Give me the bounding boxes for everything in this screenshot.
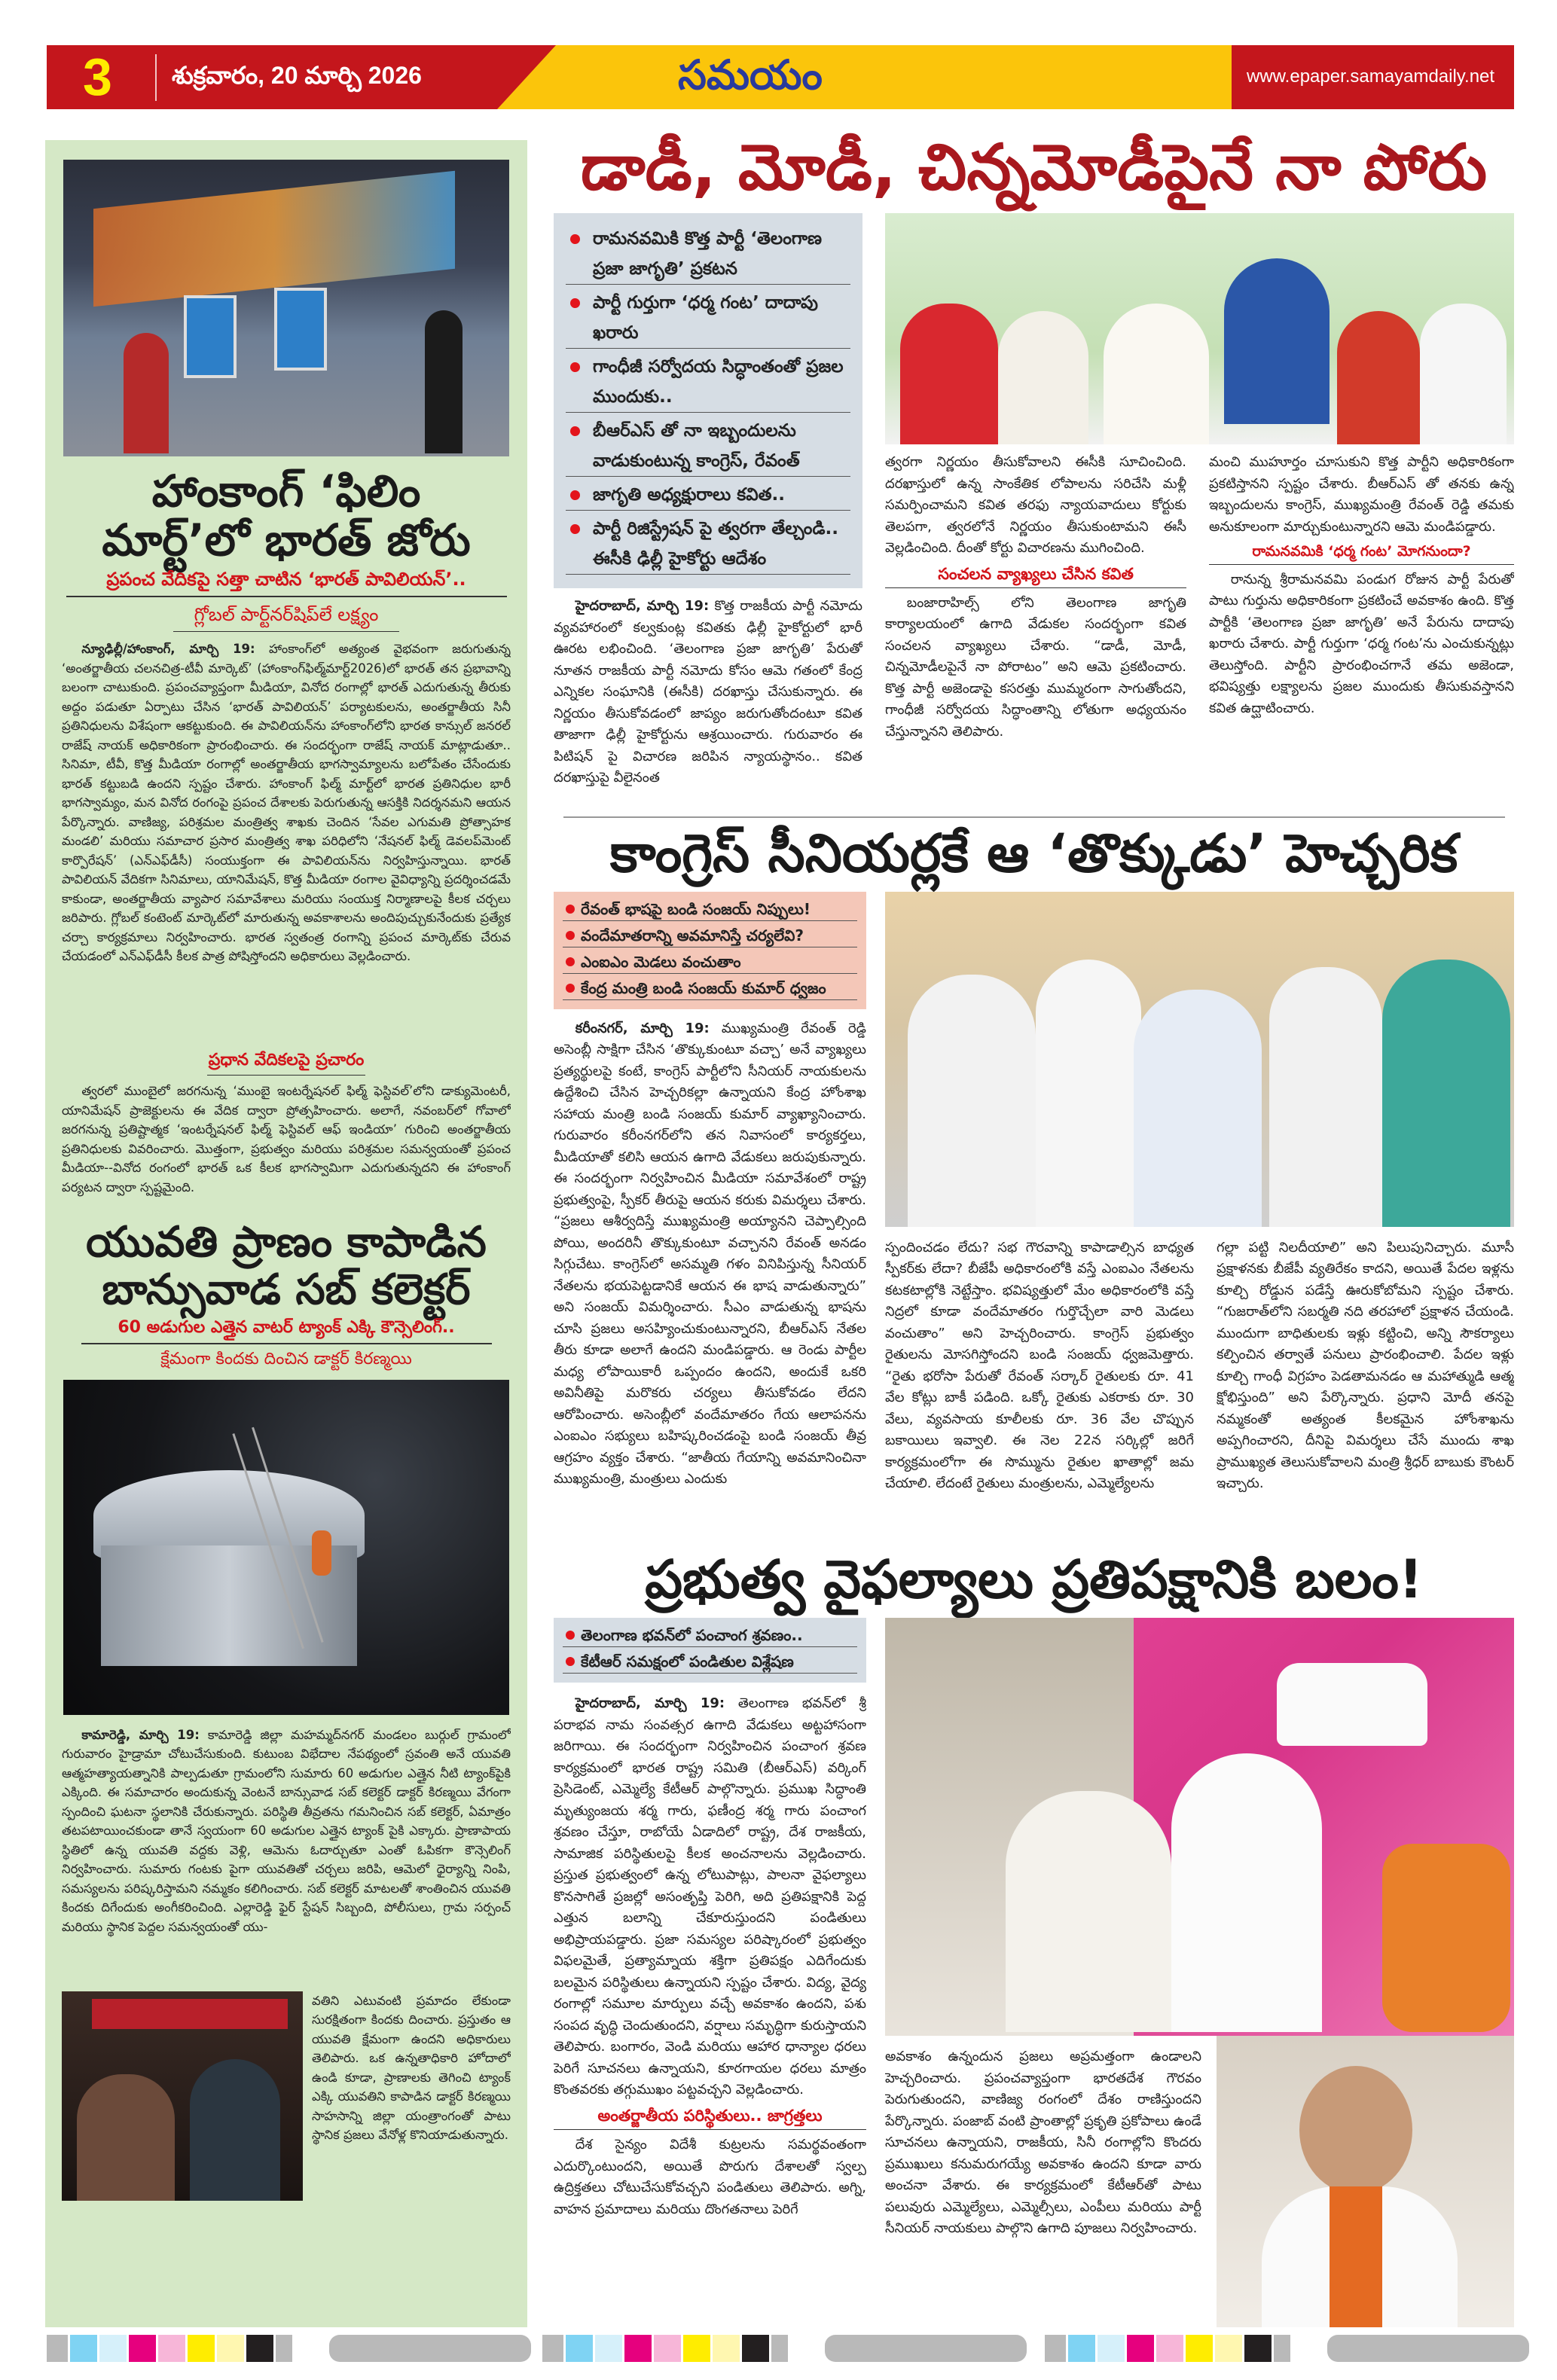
highlight-item: తెలంగాణ భవన్‌లో పంచాంగ శ్రవణం..	[563, 1624, 857, 1647]
photo-kavitha-ugadi-event	[885, 213, 1514, 444]
banswada-subhead: 60 అడుగుల ఎత్తైన వాటర్ ట్యాంక్ ఎక్కి కౌన్సెలింగ్..	[118, 1317, 455, 1337]
congress-article-col3	[1217, 1237, 1514, 1539]
kavitha-article-col1	[554, 596, 862, 810]
header-masthead-band	[497, 45, 1232, 109]
highlight-item: కేంద్ర మంత్రి బండి సంజయ్ కుమార్ ధ్వజం	[563, 977, 857, 1000]
photo-bandi-sanjay-ugadi	[885, 892, 1514, 1227]
color-swatch	[566, 2335, 593, 2362]
paragraph: వతిని ఎటువంటి ప్రమాదం లేకుండా సురక్షితంగా కిందకు దించారు. ప్రస్తుతం ఆ యువతి క్షేమంగా ఉందని అధికారులు తెలిపారు. ఒక ఉన్నతాధికారి హోదాలో ఉండి కూడా, ప్రాణాలకు తెగించి ట్యాంక్ ఎక్కి యువతిని కాపాడిన డాక్టర్ కిరణ్మయి సాహసాన్ని జిల్లా యంత్రాంగంతో పాటు స్థానిక ప్రజలు వేనోళ్ల కొనియాడుతున్నారు.	[312, 1993, 511, 2142]
photo-india-pavilion	[63, 160, 509, 456]
highlight-item: గాంధీజీ సర్వోదయ సిద్ధాంతంతో ప్రజల ముందుకు..	[566, 352, 850, 413]
dateline: కరీంనగర్, మార్చి 19:	[575, 1020, 710, 1036]
section-heading: సంచలన వ్యాఖ్యలు చేసిన కవిత	[885, 564, 1186, 588]
highlight-item: పార్టీ రిజిస్ట్రేషన్ పై త్వరగా తేల్చండి.. ఈసీకి ఢిల్లీ హైకోర్టు ఆదేశం	[566, 514, 850, 575]
highlight-item: బీఆర్ఎస్ తో నా ఇబ్బందులను వాడుకుంటున్న కాంగ్రెస్, రేవంత్	[566, 416, 850, 477]
hongkong-subhead-2: గ్లోబల్ పార్ట్‌నర్‌షిప్‌లే లక్ష్యం	[194, 603, 379, 625]
page-number: 3	[83, 47, 112, 106]
paragraph: త్వరగా నిర్ణయం తీసుకోవాలని ఈసీకి సూచించింది. దరఖాస్తులో ఉన్న సాంకేతిక లోపాలను సరిచేసి మళ్లీ సమర్పించామని కవిత తరఫు న్యాయవాదులు కోర్టుకు తెలపగా, త్వరలోనే నిర్ణయం తీసుకుంటామని ఈసీ వెల్లడించింది. దీంతో కోర్టు విచారణను ముగించింది.	[885, 454, 1186, 557]
highlight-item: కేటీఆర్ సమక్షంలో పండితుల విశ్లేషణ	[563, 1650, 857, 1674]
main-stories-area	[554, 132, 1514, 2327]
hongkong-headline-line2: మార్ట్’లో భారత్ జోరు	[102, 514, 471, 566]
print-gray-bar	[825, 2335, 1027, 2362]
paragraph: అవకాశం ఉన్నందున ప్రజలు అప్రమత్తంగా ఉండాలని హెచ్చరించారు. ప్రపంచవ్యాప్తంగా భారతదేశ గౌరవం పెరుగుతుందని, వాణిజ్య రంగంలో దేశం రాణిస్తుందని పేర్కొన్నారు. పంజాబ్ వంటి ప్రాంతాల్లో ప్రకృతి ప్రకోపాలు ఉండే సూచనలు ఉన్నాయని, రాజకీయ, సినీ రంగాల్లోని కొందరు ప్రముఖులు కనుమరుగయ్యే అవకాశం ఉందని కూడా వారు అంచనా వేశారు. ఈ కార్యక్రమంలో కేటీఆర్‌తో పాటు పలువురు ఎమ్మెల్యేలు, ఎమ్మెల్సీలు, ఎంపీలు మరియు పార్టీ సీనియర్ నాయకులు పాల్గొని ఉగాది పూజలు నిర్వహించారు.	[885, 2049, 1201, 2237]
left-column-panel	[45, 140, 527, 2327]
color-swatch	[217, 2335, 244, 2362]
photo-ktr-panchanga-shravanam	[885, 1618, 1514, 2036]
kavitha-highlights-box	[554, 213, 862, 588]
color-swatch	[47, 2335, 68, 2362]
paragraph: త్వరలో ముంబైలో జరగనున్న ‘ముంబై ఇంటర్నేషనల్ ఫిల్మ్ ఫెస్టివల్’లోని డాక్యుమెంటరీ, యానిమేషన్ ప్రాజెక్టులను ఈ వేదిక ద్వారా ప్రోత్సహించారు. అలాగే, నవంబర్‌లో గోవాలో జరగనున్న ప్రతిష్టాత్మక ‘ఇంటర్నేషనల్ ఫిల్మ్ ఫెస్టివల్ ఆఫ్ ఇండియా’ గురించి అంతర్జాతీయ ప్రతినిధులకు వివరించారు. మొత్తంగా, ప్రభుత్వం మరియు పరిశ్రమల సమన్వయంతో ప్రపంచ మీడియా--వినోద రంగంలో భారత్ ఒక కీలక భాగస్వామిగా ఎదుగుతున్నదని ఈ హాంకాంగ్ పర్యటన ద్వారా స్పష్టమైంది.	[62, 1084, 511, 1195]
paragraph: రానున్న శ్రీరామనవమి పండుగ రోజున పార్టీ పేరుతో పాటు గుర్తును అధికారికంగా ప్రకటించే అవకాశం ఉంది. కొత్త పార్టీకి ‘తెలంగాణ ప్రజా జాగృతి’ అనే పేరును దాదాపు ఖరారు చేశారు. పార్టీ గుర్తుగా ‘ధర్మ గంట’ను ఎంచుకున్నట్లు తెలుస్తోంది. పార్టీని ప్రారంభించగానే తమ అజెండా, భవిష్యత్తు లక్ష్యాలను ప్రజల ముందుకు తీసుకువస్తానని కవిత ఉద్ఘాటించారు.	[1209, 571, 1514, 716]
dateline: కామారెడ్డి, మార్చి 19:	[81, 1727, 200, 1742]
color-swatch	[1274, 2335, 1290, 2362]
header-divider	[155, 54, 157, 101]
masthead-logo: సమయం	[678, 51, 823, 99]
color-swatch	[624, 2335, 652, 2362]
banswada-headline-line1: యువతి ప్రాణం కాపాడిన	[86, 1218, 487, 1268]
hongkong-subhead: ప్రపంచ వేదికపై సత్తా చాటిన ‘భారత్ పావిలియన్’..	[106, 568, 466, 590]
color-swatch	[1156, 2335, 1183, 2362]
banswada-article-body-2	[312, 1991, 511, 2210]
dateline: న్యూఢిల్లీ/హాంకాంగ్, మార్చి 19:	[81, 642, 255, 657]
paragraph: కామారెడ్డి జిల్లా మహమ్మద్‌నగర్ మండలం బుర్గుల్ గ్రామంలో గురువారం హైడ్రామా చోటుచేసుకుంది. కుటుంబ విభేదాల నేపథ్యంలో స్రవంతి అనే యువతి ఆత్మహత్యాయత్నానికి పాల్పడుతూ గ్రామంలోని సుమారు 60 అడుగుల ఎత్తైన నీటి ట్యాంక్‌పైకి ఎక్కింది. ఈ సమాచారం అందుకున్న వెంటనే బాన్సువాడ సబ్ కలెక్టర్ డాక్టర్ కిరణ్మయి వేగంగా స్పందించి ఘటనా స్థలానికి చేరుకున్నారు. పరిస్థితి తీవ్రతను గమనించిన సబ్ కలెక్టర్, ఏమాత్రం తటపటాయించకుండా తానే స్వయంగా 60 అడుగుల ఎత్తైన ట్యాంక్ పైకి ఎక్కారు. ప్రాణాపాయ స్థితిలో ఉన్న యువతి వద్దకు వెళ్లి, ఆమెను ఓదార్చుతూ ఎంతో ఓపికగా కౌన్సెలింగ్ నిర్వహించారు. సుమారు గంటకు పైగా యువతితో చర్చలు జరిపి, ఆమెలో ధైర్యాన్ని నింపి, సమస్యలను పరిష్కరిస్తామని నమ్మకం కలిగించారు. సబ్ కలెక్టర్ మాటలతో శాంతించిన యువతి కిందకు దిగేందుకు అంగీకరించింది. ఎల్లారెడ్డి ఫైర్ స్టేషన్ సిబ్బంది, పోలీసులు, గ్రామ సర్పంచ్ మరియు స్థానిక పెద్దల సమన్వయంతో యు-	[62, 1727, 511, 1934]
kavitha-headline: డాడీ, మోడీ, చిన్నమోడీపైనే నా పోరు	[580, 132, 1488, 204]
paragraph: తెలంగాణ భవన్‌లో శ్రీ పరాభవ నామ సంవత్సర ఉగాది వేడుకలు అట్టహాసంగా జరిగాయి. ఈ సందర్భంగా నిర్వహించిన పంచాంగ శ్రవణ కార్యక్రమంలో భారత రాష్ట్ర సమితి (బీఆర్ఎస్) వర్కింగ్ ప్రెసిడెంట్, ఎమ్మెల్యే కేటీఆర్ పాల్గొన్నారు. ప్రముఖ సిద్ధాంతి మృత్యుంజయ శర్మ గారు, ఫణీంద్ర శర్మ గారు పంచాంగ శ్రవణం చేస్తూ, రాబోయే ఏడాదిలో రాష్ట్ర, దేశ రాజకీయ, సామాజిక పరిస్థితులపై కీలక అంచనాలను వెల్లడించారు. ప్రస్తుత ప్రభుత్వంలో ఉన్న లోటుపాట్లు, పాలనా వైఫల్యాలు కొనసాగితే ప్రజల్లో అసంతృప్తి పెరిగి, అది ప్రతిపక్షానికి పెద్ద ఎత్తున బలాన్ని చేకూరుస్తుందని పండితులు అభిప్రాయపడ్డారు. ప్రజా సమస్యల పరిష్కారంలో ప్రభుత్వం విఫలమైతే, ప్రత్యామ్నాయ శక్తిగా ప్రతిపక్షం ఎదిగేందుకు బలమైన పరిస్థితులు ఉన్నాయని స్పష్టం చేశారు. విద్య, వైద్య రంగాల్లో సమూల మార్పులు వచ్చే అవకాశం ఉందని, పశు సంపద వృద్ధి చెందుతుందని, వర్షాలు సమృద్ధిగా కురుస్తాయని తెలిపారు. బంగారం, వెండి మరియు ఆహార ధాన్యాల ధరలు పెరిగే సూచనలు ఉన్నాయని, కూరగాయల ధరలు మాత్రం కొంతవరకు తగ్గుముఖం పట్టవచ్చని వెల్లడించారు.	[554, 1695, 866, 2098]
divider	[173, 631, 399, 633]
color-swatch	[1186, 2335, 1213, 2362]
banswada-subhead-2: క్షేమంగా కిందకు దించిన డాక్టర్ కిరణ్మయి	[160, 1349, 412, 1368]
hongkong-headline-line1: హాంకాంగ్ ‘ఫిలిం	[151, 465, 421, 517]
color-swatch	[158, 2335, 185, 2362]
section-heading: అంతర్జాతీయ పరిస్థితులు.. జాగ్రత్తలు	[554, 2106, 866, 2130]
photo-ktr-portrait	[1217, 2036, 1514, 2327]
paragraph: ముఖ్యమంత్రి రేవంత్ రెడ్డి అసెంబ్లీ సాక్షిగా చేసిన ‘తొక్కుకుంటూ వచ్చా’ అనే వ్యాఖ్యలు ప్రత్యర్థులపై కంటే, కాంగ్రెస్ పార్టీలోని సీనియర్ నాయకులను ఉద్దేశించి చేసిన హెచ్చరికల్లా ఉన్నాయని కేంద్ర హోంశాఖ సహాయ మంత్రి బండి సంజయ్ కుమార్ వ్యాఖ్యానించారు. గురువారం కరీంనగర్‌లోని తన నివాసంలో కార్యకర్తలు, మీడియాతో కలిసి ఆయన ఉగాది వేడుకలు జరుపుకున్నారు. ఈ సందర్భంగా నిర్వహించిన మీడియా సమావేశంలో రాష్ట్ర ప్రభుత్వంపై, స్పీకర్ తీరుపై ఆయన కరుకు విమర్శలు చేశారు. “ప్రజలు ఆశీర్వదిస్తే ముఖ్యమంత్రి అయ్యానని చెప్పాల్సింది పోయి, అందరినీ తొక్కుకుంటూ వచ్చానని రేవంత్ అనడం సిగ్గుచేటు. కాంగ్రెస్‌లో అసమ్మతి గళం వినిపిస్తున్న సీనియర్ నేతలను భయపెట్టడానికే ఆయన ఈ భాష వాడుతున్నారు” అని సంజయ్ విమర్శించారు. సీఎం వాడుతున్న భాషను చూసి ప్రజలు అసహ్యించుకుంటున్నారని, బీఆర్ఎస్ నేతల తీరు కూడా అలాగే ఉందని మండిపడ్డారు. ఆ రెండు పార్టీల మధ్య లోపాయికారీ ఒప్పందం ఉందని, అందుకే ఒకరి అవినీతిపై మరొకరు చర్యలు తీసుకోవడం లేదని ఆరోపించారు. అసెంబ్లీలో వందేమాతరం గేయ ఆలాపనను ఎంఐఎం సభ్యులు బహిష్కరించడంపై బండి సంజయ్ తీవ్ర ఆగ్రహం వ్యక్తం చేశారు. “జాతీయ గేయాన్ని అవమానించినా ముఖ్యమంత్రి, మంత్రులు ఎందుకు	[554, 1020, 866, 1488]
highlight-item: రామనవమికి కొత్త పార్టీ ‘తెలంగాణ ప్రజా జాగృతి’ ప్రకటన	[566, 224, 850, 285]
color-swatch	[1127, 2335, 1154, 2362]
photo-water-tank	[63, 1380, 509, 1715]
print-color-bar	[542, 2335, 790, 2362]
epaper-url[interactable]: www.epaper.samayamdaily.net	[1247, 66, 1495, 87]
highlight-item: పార్టీ గుర్తుగా ‘ధర్మ గంట’ దాదాపు ఖరారు	[566, 288, 850, 349]
dateline: హైదరాబాద్, మార్చి 19:	[575, 1695, 725, 1712]
hongkong-article-body-2	[62, 1082, 511, 1206]
divider	[66, 596, 507, 597]
color-swatch	[1098, 2335, 1125, 2362]
highlight-item: జాగృతి అధ్యక్షురాలు కవిత..	[566, 480, 850, 511]
paragraph: హాంకాంగ్‌లో అత్యంత వైభవంగా జరుగుతున్న ‘అంతర్జాతీయ చలనచిత్ర-టీవీ మార్కెట్’ (హాంకాంగ్‌ఫిల్మ్‌మార్ట్2026)లో భారత్ తన ప్రభావాన్ని బలంగా చాటుకుంది. ప్రపంచవ్యాప్తంగా మీడియా, వినోద రంగాల్లో భారత్ ఎదుగుతున్న తీరుకు అద్దం పడుతూ ఏర్పాటు చేసిన ‘భారత్ పావిలియన్’ పర్యాటకులను, అంతర్జాతీయ సినీ ప్రతినిధులను విశేషంగా ఆకట్టుకుంది. ఈ పావిలియన్‌ను హాంకాంగ్‌లోని భారత కాన్సుల్ జనరల్ రాజేష్ నాయక్ అధికారికంగా ప్రారంభించారు. ఈ సందర్భంగా రాజేష్ నాయక్ మాట్లాడుతూ.. సినిమా, టీవీ, కొత్త మీడియా రంగాల్లో అంతర్జాతీయ భాగస్వామ్యాలను బలోపేతం చేసేందుకు భారత్ కట్టుబడి ఉందని స్పష్టం చేశారు. హాంకాంగ్ ఫిల్మ్ మార్ట్‌లో భారత ప్రతినిధుల భారీ భాగస్వామ్యం, మన వినోద రంగంపై ప్రపంచ దేశాలకు పెరుగుతున్న ఆసక్తికి నిదర్శనమని ఆయన పేర్కొన్నారు. వాణిజ్య, పరిశ్రమల మంత్రిత్వ శాఖకు చెందిన ‘సేవల ఎగుమతి ప్రోత్సాహక మండలి’ మరియు సమాచార ప్రసార మంత్రిత్వ శాఖ పరిధిలోని ‘నేషనల్ ఫిల్మ్ డెవలప్‌మెంట్ కార్పొరేషన్’ (ఎన్ఎఫ్‌డీసీ) సంయుక్తంగా ఈ పావిలియన్‌ను నిర్వహిస్తున్నాయి. భారత్ పావిలియన్ వేదికగా సినిమాలు, యానిమేషన్, కొత్త మీడియా రంగాల వైవిధ్యాన్ని ప్రదర్శించడమే కాకుండా, అంతర్జాతీయ వ్యాపార సమావేశాలు మరియు సంయుక్త నిర్మాణాలపై కీలక చర్చలు జరిపారు. గ్లోబల్ కంటెంట్ మార్కెట్‌లో మారుతున్న అవకాశాలను అందిపుచ్చుకునేందుకు ప్రత్యేక చర్చా కార్యక్రమాలు నిర్వహించారు. భారత స్వతంత్ర రంగాన్ని ప్రపంచ మార్కెట్‌కు చేరువ చేయడంలో ఎన్ఎఫ్‌డీసీ కీలక పాత్ర పోషిస్తోందని అధికారులు వెల్లడించారు.	[62, 642, 511, 964]
brs-headline: ప్రభుత్వ వైఫల్యాలు ప్రతిపక్షానికి బలం!	[645, 1548, 1423, 1610]
banswada-headline-line2: బాన్సువాడ సబ్ కలెక్టర్	[102, 1265, 471, 1315]
brs-article-col1	[554, 1693, 866, 2327]
congress-headline: కాంగ్రెస్ సీనియర్లకే ఆ ‘తొక్కుడు’ హెచ్చరిక	[609, 822, 1458, 884]
print-color-bar	[1045, 2335, 1293, 2362]
brs-article-col2	[885, 2046, 1201, 2272]
paragraph: బంజారాహిల్స్ లోని తెలంగాణ జాగృతి కార్యాలయంలో ఉగాది వేడుకల సందర్భంగా కవిత సంచలన వ్యాఖ్యలు చేశారు. “డాడీ, మోడీ, చిన్నమోడీలపైనే నా పోరాటం” అని ఆమె ప్రకటించారు. కొత్త పార్టీ అజెండాపై కసరత్తు ముమ్మరంగా సాగుతోందని, గాంధీజీ సర్వోదయ సిద్ధాంతాన్ని లోతుగా అధ్యయనం చేస్తున్నానని తెలిపారు.	[885, 594, 1186, 740]
divider	[563, 816, 1505, 818]
color-swatch	[188, 2335, 215, 2362]
print-gray-bar	[1327, 2335, 1529, 2362]
print-color-bar	[47, 2335, 295, 2362]
banswada-article-body	[62, 1726, 511, 1985]
color-swatch	[771, 2335, 788, 2362]
hongkong-section-heading: ప్రధాన వేదికలపై ప్రచారం	[208, 1051, 365, 1070]
congress-highlights-box	[554, 892, 866, 1009]
divider	[207, 1075, 365, 1076]
highlight-item: రేవంత్ భాషపై బండి సంజయ్ నిప్పులు!	[563, 898, 857, 921]
section-heading: రామనవమికి ‘ధర్మ గంట’ మోగనుందా?	[1209, 542, 1514, 565]
dateline: హైదరాబాద్, మార్చి 19:	[575, 598, 710, 615]
paragraph: మంచి ముహూర్తం చూసుకుని కొత్త పార్టీని అధికారికంగా ప్రకటిస్తానని స్పష్టం చేశారు. బీఆర్ఎస్ తో తనకు ఉన్న ఇబ్బందులను కాంగ్రెస్, ముఖ్యమంత్రి రేవంత్ రెడ్డి తమకు అనుకూలంగా మార్చుకుంటున్నారని ఆమె మండిపడ్డారు.	[1209, 454, 1514, 535]
color-swatch	[713, 2335, 740, 2362]
kavitha-article-col2	[885, 452, 1186, 742]
color-swatch	[99, 2335, 127, 2362]
hongkong-article-body	[62, 639, 511, 1042]
color-swatch	[246, 2335, 273, 2362]
color-swatch	[70, 2335, 97, 2362]
divider	[81, 1343, 492, 1344]
kavitha-article-col3	[1209, 452, 1514, 742]
print-gray-bar	[329, 2335, 531, 2362]
color-swatch	[542, 2335, 563, 2362]
highlight-item: వందేమాతరాన్ని అవమానిస్తే చర్యలేవి?	[563, 924, 857, 947]
color-swatch	[129, 2335, 156, 2362]
highlight-item: ఎంఐఎం మెడలు వంచుతాం	[563, 950, 857, 974]
paragraph: గల్లా పట్టి నిలదీయాలి” అని పిలుపునిచ్చారు. మూసీ ప్రక్షాళనకు బీజేపీ వ్యతిరేకం కాదని, అయితే పేదల ఇళ్లను కూల్చి రోడ్డున పడేస్తే ఊరుకోబోమని స్పష్టం చేశారు. “గుజరాత్‌లోని సబర్మతి నది తరహాలో ప్రక్షాళన చేయండి. ముందుగా బాధితులకు ఇళ్లు కట్టించి, అన్ని సౌకర్యాలు కల్పించిన తర్వాతే పనులు ప్రారంభించాలి. పేదల ఇళ్లు కూల్చి గాంధీ విగ్రహం పెడతామనడం ఆ మహాత్ముడి ఆత్మ క్షోభిస్తుంది” అని పేర్కొన్నారు. ప్రధాని మోదీ తనపై నమ్మకంతో అత్యంత కీలకమైన హోంశాఖను అప్పగించారని, దీనిపై విమర్శలు చేసే ముందు శాఖ ప్రాముఖ్యత తెలుసుకోవాలని మంత్రి శ్రీధర్ బాబుకు కౌంటర్ ఇచ్చారు.	[1217, 1239, 1514, 1492]
paragraph: కొత్త రాజకీయ పార్టీ నమోదు వ్యవహారంలో కల్వకుంట్ల కవితకు ఢిల్లీ హైకోర్టులో భారీ ఊరట లభించింది. ‘తెలంగాణ ప్రజా జాగృతి’ పేరుతో నూతన రాజకీయ పార్టీ నమోదు కోసం ఆమె గతంలో కేంద్ర ఎన్నికల సంఘానికి (ఈసీకి) దరఖాస్తు చేసుకున్నారు. ఈ నిర్ణయం తీసుకోవడంలో జాప్యం జరుగుతోందంటూ కవిత తాజాగా ఢిల్లీ హైకోర్టును ఆశ్రయించారు. గురువారం ఈ పిటిషన్ పై విచారణ జరిపిన న్యాయస్థానం.. కవిత దరఖాస్తుపై వీలైనంత	[554, 598, 862, 786]
issue-date: శుక్రవారం, 20 మార్చి 2026	[172, 62, 422, 89]
color-swatch	[654, 2335, 681, 2362]
color-swatch	[683, 2335, 710, 2362]
photo-rescued-woman	[62, 1991, 303, 2201]
brs-highlights-box	[554, 1618, 866, 1683]
congress-article-col2	[885, 1237, 1194, 1539]
color-swatch	[595, 2335, 622, 2362]
color-swatch	[1045, 2335, 1066, 2362]
paragraph: దేశ సైన్యం విదేశీ కుట్రలను సమర్థవంతంగా ఎదుర్కొంటుందని, అయితే పొరుగు దేశాలతో స్వల్ప ఉద్రిక్తతలు చోటుచేసుకోవచ్చని పండితులు తెలిపారు. అగ్ని, వాహన ప్రమాదాలు మరియు దొంగతనాలు పెరిగే	[554, 2137, 866, 2217]
color-swatch	[1244, 2335, 1272, 2362]
color-swatch	[1068, 2335, 1095, 2362]
color-swatch	[276, 2335, 292, 2362]
color-swatch	[742, 2335, 769, 2362]
congress-article-col1	[554, 1018, 866, 1545]
color-swatch	[1215, 2335, 1242, 2362]
paragraph: స్పందించడం లేదు? సభ గౌరవాన్ని కాపాడాల్సిన బాధ్యత స్పీకర్‌కు లేదా? బీజేపీ అధికారంలోకి వస్తే ఎంఐఎం నేతలను కటకటాల్లోకి నెట్టేస్తాం. భవిష్యత్తులో మేం అధికారంలోకి వస్తే నిద్రలో కూడా వందేమాతరం గుర్తొచ్చేలా వారి మెడలు వంచుతాం” అని హెచ్చరించారు. కాంగ్రెస్ ప్రభుత్వం రైతులను మోసగిస్తోందని బండి సంజయ్ ధ్వజమెత్తారు. “రైతు భరోసా పేరుతో రేవంత్ సర్కార్ రైతులకు రూ. 41 వేల కోట్లు బాకీ పడింది. ఒక్కో రైతుకు ఎకరాకు రూ. 30 వేలు, వ్యవసాయ కూలీలకు రూ. 36 వేల చొప్పున బకాయిలు ఇవ్వాలి. ఈ నెల 22న సర్కిల్లో జరిగే కార్యక్రమంలోగా ఈ సొమ్మును రైతుల ఖాతాల్లో జమ చేయాలి. లేదంటే రైతులు మంత్రులను, ఎమ్మెల్యేలను	[885, 1239, 1194, 1492]
